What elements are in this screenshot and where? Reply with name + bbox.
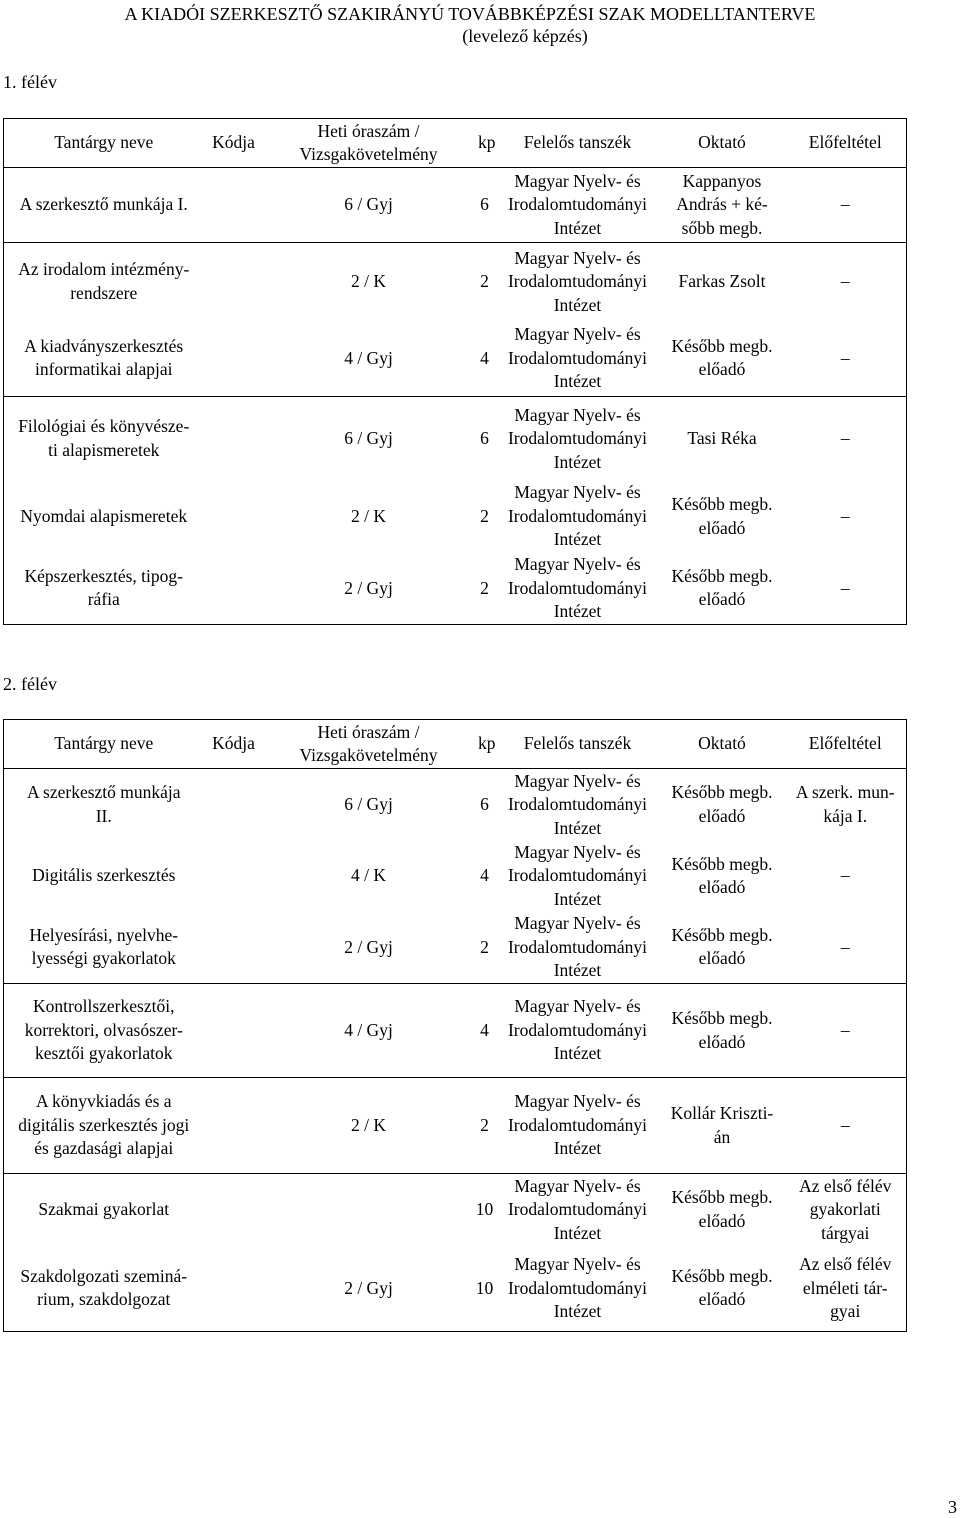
semester-1-table (3, 118, 907, 625)
table-row (4, 1174, 907, 1246)
column-header-dept: Felelős tanszék (523, 132, 632, 153)
table-row (4, 1246, 907, 1332)
cell-kp: 6 (480, 428, 489, 448)
cell-prereq: – (840, 577, 850, 598)
cell-kp: 10 (475, 1277, 494, 1298)
cell-name: Szakdolgozati szeminá- rium, szakdolgozat (20, 1265, 188, 1310)
cell-teacher: Később megb. előadó (671, 335, 773, 380)
cell-teacher: Később megb. előadó (671, 494, 773, 538)
cell-kp: 2 (480, 271, 489, 291)
cell-hours: 4 / Gyj (344, 347, 393, 368)
cell-code (204, 769, 264, 841)
cell-prereq: – (840, 428, 850, 448)
cell-teacher: Később megb. előadó (671, 1008, 773, 1052)
cell-prereq: – (840, 347, 850, 368)
cell-hours: 2 / K (351, 271, 386, 291)
cell-teacher: Farkas Zsolt (678, 271, 766, 291)
cell-hours: 6 / Gyj (344, 428, 393, 448)
cell-dept: Magyar Nyelv- és Irodalomtudományi Intézet (507, 913, 647, 980)
cell-hours: 6 / Gyj (344, 194, 393, 215)
table-row (4, 769, 907, 841)
table-row (4, 321, 907, 397)
table-row (4, 481, 907, 553)
cell-dept: Magyar Nyelv- és Irodalomtudományi Intézet (507, 1175, 647, 1243)
column-header-prereq: Előfeltétel (808, 132, 882, 153)
semester-1-label: 1. félév (3, 72, 57, 92)
cell-prereq: Az első félév elméleti tár- gyai (799, 1254, 892, 1321)
cell-code (204, 243, 264, 321)
cell-name: A kiadványszerkesztés informatikai alapjai (24, 335, 184, 380)
table-row (4, 397, 907, 481)
table-row (4, 912, 907, 984)
cell-prereq: A szerk. mun- kája I. (795, 782, 895, 826)
column-header-code: Kódja (212, 132, 255, 153)
cell-prereq: – (840, 865, 850, 886)
cell-hours (264, 1174, 474, 1246)
page-number: 3 (948, 1497, 957, 1517)
cell-kp: 4 (480, 865, 489, 886)
cell-hours: 2 / Gyj (344, 577, 393, 598)
cell-dept: Magyar Nyelv- és Irodalomtudományi Intézet (507, 841, 647, 909)
cell-name: A könyvkiadás és a digitális szerkesztés jogi és gazdasági alapjai (18, 1091, 190, 1159)
cell-name: A szerkesztő munkája I. (19, 194, 188, 215)
cell-teacher: Később megb. előadó (671, 1187, 773, 1231)
cell-dept: Magyar Nyelv- és Irodalomtudományi Intézet (507, 1091, 647, 1159)
cell-teacher: Később megb. előadó (671, 782, 773, 826)
cell-name: Nyomdai alapismeretek (20, 505, 188, 526)
cell-code (204, 481, 264, 553)
cell-teacher: Később megb. előadó (671, 565, 773, 610)
cell-teacher: Később megb. előadó (671, 1265, 773, 1310)
cell-hours: 2 / Gyj (344, 936, 393, 957)
column-header-code: Kódja (212, 733, 255, 754)
cell-dept: Magyar Nyelv- és Irodalomtudományi Intézet (507, 404, 647, 472)
cell-kp: 2 (480, 505, 489, 526)
cell-prereq: Az első félév gyakorlati tárgyai (799, 1175, 892, 1243)
header-row (4, 720, 907, 769)
cell-prereq: – (840, 1114, 850, 1135)
cell-dept: Magyar Nyelv- és Irodalomtudományi Intézet (507, 770, 647, 838)
column-header-kp: kp (478, 132, 496, 153)
cell-kp: 6 (480, 794, 489, 814)
cell-hours: 6 / Gyj (344, 794, 393, 814)
cell-kp: 2 (480, 936, 489, 957)
cell-code (204, 321, 264, 397)
cell-name: Képszerkesztés, tipog- ráfia (24, 565, 183, 610)
cell-kp: 6 (480, 194, 489, 215)
cell-dept: Magyar Nyelv- és Irodalomtudományi Intézet (507, 996, 647, 1064)
cell-code (204, 984, 264, 1078)
cell-dept: Magyar Nyelv- és Irodalomtudományi Intézet (507, 554, 647, 621)
cell-hours: 2 / Gyj (344, 1277, 393, 1298)
cell-kp: 4 (480, 347, 489, 368)
cell-teacher: Kollár Kriszti- án (670, 1103, 774, 1147)
table-row (4, 984, 907, 1078)
cell-code (204, 1174, 264, 1246)
cell-hours: 4 / K (351, 865, 386, 886)
cell-name: Szakmai gyakorlat (38, 1199, 170, 1219)
cell-hours: 2 / K (351, 505, 386, 526)
cell-code (204, 553, 264, 625)
cell-kp: 4 (480, 1019, 489, 1040)
cell-hours: 4 / Gyj (344, 1019, 393, 1040)
cell-name: A szerkesztő munkája II. (26, 782, 181, 826)
column-header-prereq: Előfeltétel (808, 733, 882, 754)
cell-hours: 2 / K (351, 1114, 386, 1135)
cell-name: Kontrollszerkesztői, korrektori, olvasószer- kesztői gyakorlatok (24, 996, 183, 1064)
cell-kp: 10 (475, 1199, 494, 1219)
document-title: A KIADÓI SZERKESZTŐ SZAKIRÁNYÚ TOVÁBBKÉPZÉSI SZAK MODELLTANTERVE (124, 4, 816, 24)
cell-prereq: – (840, 936, 850, 957)
cell-teacher: Kappanyos András + ké- sőbb megb. (676, 170, 768, 238)
column-header-kp: kp (478, 733, 496, 754)
column-header-hours: Heti óraszám / Vizsgakövetelmény (299, 721, 438, 765)
column-header-hours: Heti óraszám / Vizsgakövetelmény (299, 120, 438, 164)
cell-prereq: – (840, 1019, 850, 1040)
column-header-teacher: Oktató (698, 132, 746, 153)
cell-prereq: – (840, 194, 850, 215)
semester-2-table (3, 719, 907, 1332)
column-header-name: Tantárgy neve (54, 132, 154, 153)
column-header-teacher: Oktató (698, 733, 746, 754)
semester-2-label: 2. félév (3, 674, 57, 694)
cell-prereq: – (840, 505, 850, 526)
cell-name: Digitális szerkesztés (32, 865, 176, 886)
cell-prereq: – (840, 271, 850, 291)
cell-dept: Magyar Nyelv- és Irodalomtudományi Intézet (507, 247, 647, 315)
cell-dept: Magyar Nyelv- és Irodalomtudományi Intézet (507, 324, 647, 391)
column-header-name: Tantárgy neve (54, 733, 154, 754)
cell-code (204, 397, 264, 481)
cell-name: Az irodalom intézmény- rendszere (18, 259, 190, 303)
cell-teacher: Később megb. előadó (671, 924, 773, 969)
cell-dept: Magyar Nyelv- és Irodalomtudományi Intézet (507, 482, 647, 550)
cell-teacher: Tasi Réka (687, 428, 757, 448)
table-row (4, 841, 907, 912)
cell-teacher: Később megb. előadó (671, 853, 773, 897)
cell-dept: Magyar Nyelv- és Irodalomtudományi Intézet (507, 1254, 647, 1321)
cell-name: Helyesírási, nyelvhe- lyességi gyakorlatok (29, 924, 179, 969)
table-row (4, 1078, 907, 1174)
cell-code (204, 912, 264, 984)
column-header-dept: Felelős tanszék (523, 733, 632, 754)
cell-kp: 2 (480, 1114, 489, 1135)
cell-dept: Magyar Nyelv- és Irodalomtudományi Intézet (507, 170, 647, 238)
cell-code (204, 1246, 264, 1332)
cell-kp: 2 (480, 577, 489, 598)
document-subtitle: (levelező képzés) (462, 26, 588, 46)
table-row (4, 243, 907, 321)
header-row (4, 119, 907, 168)
cell-code (204, 168, 264, 243)
cell-name: Filológiai és könyvésze- ti alapismeretek (18, 416, 190, 460)
table-row (4, 553, 907, 625)
cell-code (204, 841, 264, 912)
cell-code (204, 1078, 264, 1174)
table-row (4, 168, 907, 243)
